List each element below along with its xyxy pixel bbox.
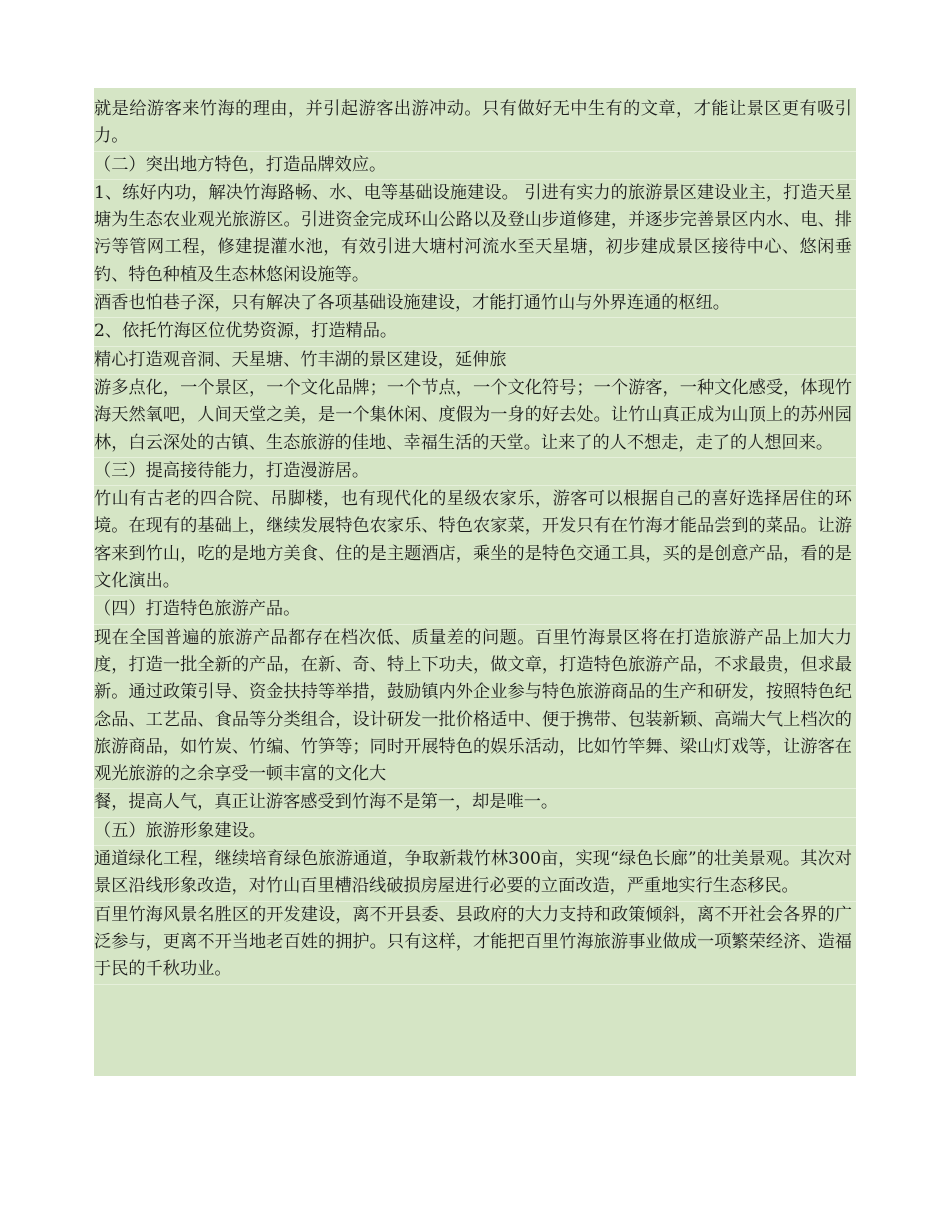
section-heading: （四）打造特色旅游产品。 xyxy=(94,596,856,624)
paragraph: 百里竹海风景名胜区的开发建设，离不开县委、县政府的大力支持和政策倾斜，离不开社会各界的广泛参与，更离不开当地老百姓的拥护。只有这样，才能把百里竹海旅游事业做成一项繁荣经济、造福于民的千秋功业。 xyxy=(94,902,856,985)
paragraph: 精心打造观音洞、天星塘、竹丰湖的景区建设，延伸旅 xyxy=(94,347,856,375)
paragraph: 竹山有古老的四合院、吊脚楼，也有现代化的星级农家乐，游客可以根据自己的喜好选择居住的环境。在现有的基础上，继续发展特色农家乐、特色农家菜，开发只有在竹海才能品尝到的菜品。让游客来到竹山，吃的是地方美食、住的是主题酒店，乘坐的是特色交通工具，买的是创意产品，看的是文化演出。 xyxy=(94,486,856,596)
paragraph: 酒香也怕巷子深，只有解决了各项基础设施建设，才能打通竹山与外界连通的枢纽。 xyxy=(94,290,856,318)
section-heading: （五）旅游形象建设。 xyxy=(94,818,856,846)
section-heading: （二）突出地方特色，打造品牌效应。 xyxy=(94,152,856,180)
paragraph: 1、练好内功，解决竹海路畅、水、电等基础设施建设。 引进有实力的旅游景区建设业主，打造天星塘为生态农业观光旅游区。引进资金完成环山公路以及登山步道修建，并逐步完善景区内水、电、排污等管网工程，修建提灌水池，有效引进大塘村河流水至天星塘，初步建成景区接待中心、悠闲垂钓、特色种植及生态林悠闲设施等。 xyxy=(94,180,856,290)
section-heading: （三）提高接待能力，打造漫游居。 xyxy=(94,458,856,486)
subsection-heading: 2、依托竹海区位优势资源，打造精品。 xyxy=(94,318,856,346)
paragraph: 游多点化，一个景区，一个文化品牌；一个节点，一个文化符号；一个游客，一种文化感受，体现竹海天然氧吧，人间天堂之美，是一个集休闲、度假为一身的好去处。让竹山真正成为山顶上的苏州园林，白云深处的古镇、生态旅游的佳地、幸福生活的天堂。让来了的人不想走，走了的人想回来。 xyxy=(94,375,856,458)
paragraph: 餐，提高人气，真正让游客感受到竹海不是第一，却是唯一。 xyxy=(94,789,856,817)
paragraph: 就是给游客来竹海的理由，并引起游客出游冲动。只有做好无中生有的文章，才能让景区更有吸引力。 xyxy=(94,96,856,152)
paragraph: 现在全国普遍的旅游产品都存在档次低、质量差的问题。百里竹海景区将在打造旅游产品上加大力度，打造一批全新的产品，在新、奇、特上下功夫，做文章，打造特色旅游产品，不求最贵，但求最新。通过政策引导、资金扶持等举措，鼓励镇内外企业参与特色旅游商品的生产和研发，按照特色纪念品、工艺品、食品等分类组合，设计研发一批价格适中、便于携带、包装新颖、高端大气上档次的旅游商品，如竹炭、竹编、竹笋等；同时开展特色的娱乐活动，比如竹竿舞、梁山灯戏等，让游客在观光旅游的之余享受一顿丰富的文化大 xyxy=(94,625,856,790)
paragraph: 通道绿化工程，继续培育绿色旅游通道，争取新栽竹林300亩，实现“绿色长廊”的壮美景观。其次对景区沿线形象改造，对竹山百里槽沿线破损房屋进行必要的立面改造，严重地实行生态移民。 xyxy=(94,846,856,902)
text-body xyxy=(94,88,856,1076)
